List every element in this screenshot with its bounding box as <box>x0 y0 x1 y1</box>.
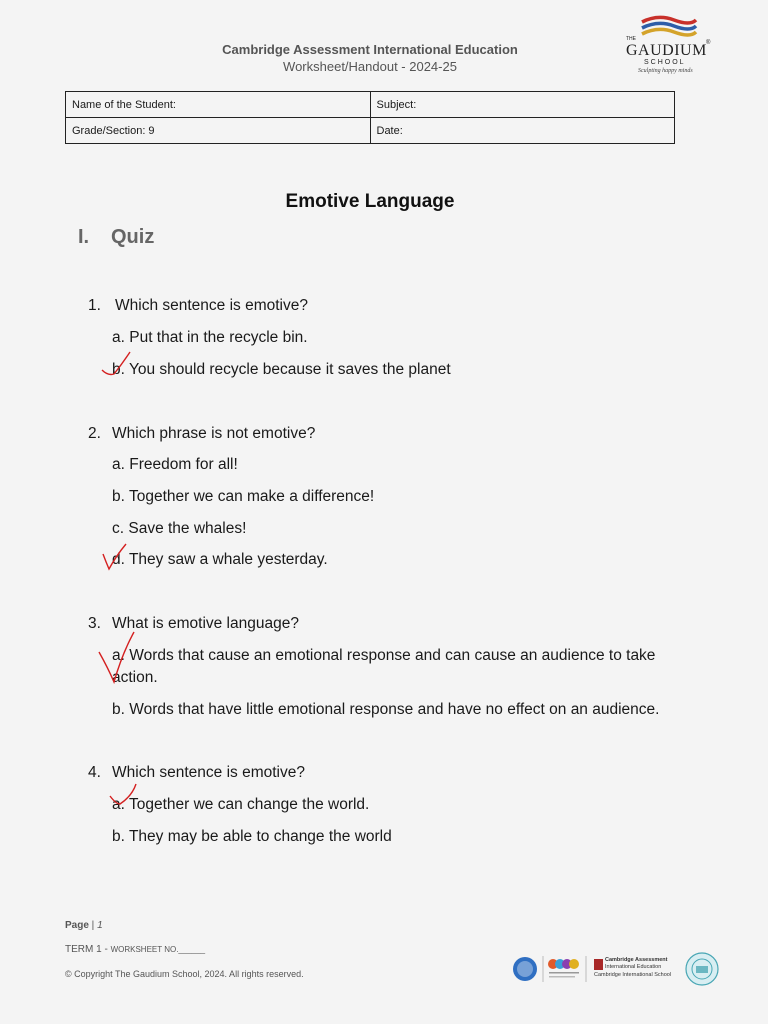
q4-option-b[interactable]: b. They may be able to change the world <box>112 828 392 845</box>
q1-option-a[interactable]: a. Put that in the recycle bin. <box>112 329 308 346</box>
accreditation-badges <box>512 950 722 990</box>
q2-option-c[interactable]: c. Save the whales! <box>112 520 247 537</box>
q2-option-d[interactable]: d. They saw a whale yesterday. <box>112 551 328 568</box>
logo-registered: ® <box>706 40 711 46</box>
q4-option-a[interactable]: a. Together we can change the world. <box>112 796 370 813</box>
q3-option-b[interactable]: b. Words that have little emotional response and have no effect on an audience. <box>112 701 660 718</box>
footer-term <box>65 944 205 955</box>
cambridge-badge-text <box>594 957 671 979</box>
q3-option-a[interactable]: a. Words that cause an emotional response and can cause an audience to take action. <box>112 647 656 686</box>
cambridge-badge-line-1: Cambridge Assessment <box>605 957 668 963</box>
question-1-number: 1. <box>88 297 101 314</box>
question-2-number: 2. <box>88 425 101 442</box>
q2-option-b[interactable]: b. Together we can make a difference! <box>112 488 375 505</box>
section-number: I. <box>78 226 90 248</box>
footer-page-num: 1 <box>97 920 103 931</box>
footer-page-label: Page <box>65 920 89 931</box>
question-3-number: 3. <box>88 615 101 632</box>
header-board: Cambridge Assessment International Education <box>222 42 518 57</box>
grade-section-field[interactable]: Grade/Section: 9 <box>66 118 371 144</box>
date-field[interactable]: Date: <box>370 118 675 144</box>
logo-school: SCHOOL <box>644 59 686 66</box>
header-subtitle: Worksheet/Handout - 2024-25 <box>283 59 457 74</box>
question-3-text: What is emotive language? <box>112 615 299 632</box>
q2-option-a[interactable]: a. Freedom for all! <box>112 456 238 473</box>
footer-page-sep: | <box>88 920 98 931</box>
question-4-text: Which sentence is emotive? <box>112 764 305 781</box>
q2-answer-tick-icon <box>100 542 132 574</box>
q1-option-b[interactable]: b. You should recycle because it saves the planet <box>112 361 451 378</box>
logo-name: GAUDIUM <box>626 42 707 59</box>
page-title: Emotive Language <box>285 191 455 212</box>
cambridge-badge-line-3: Cambridge International School <box>594 972 672 978</box>
q4-answer-tick-icon <box>106 782 142 812</box>
question-1-text: Which sentence is emotive? <box>115 297 308 314</box>
section-title: Quiz <box>111 226 155 248</box>
footer-term-label: TERM 1 - <box>65 944 111 955</box>
q1-answer-tick-icon <box>98 350 138 382</box>
logo-tagline: Sculpting happy minds <box>638 68 693 74</box>
cambridge-badge-line-2: International Education <box>605 963 662 970</box>
footer-copyright: © Copyright The Gaudium School, 2024. All rights reserved. <box>65 969 304 979</box>
school-logo <box>622 14 714 78</box>
footer-worksheet-no: WORKSHEET NO.______ <box>110 945 206 954</box>
footer-page-number <box>65 920 103 931</box>
logo-the: THE <box>626 36 636 42</box>
subject-field[interactable]: Subject: <box>370 92 675 118</box>
q3-answer-tick-icon <box>96 630 140 688</box>
student-name-field[interactable]: Name of the Student: <box>66 92 371 118</box>
logo-ribbon-icon <box>638 14 698 38</box>
question-4-number: 4. <box>88 764 101 781</box>
student-info-table <box>65 91 675 144</box>
question-2-text: Which phrase is not emotive? <box>112 425 316 442</box>
